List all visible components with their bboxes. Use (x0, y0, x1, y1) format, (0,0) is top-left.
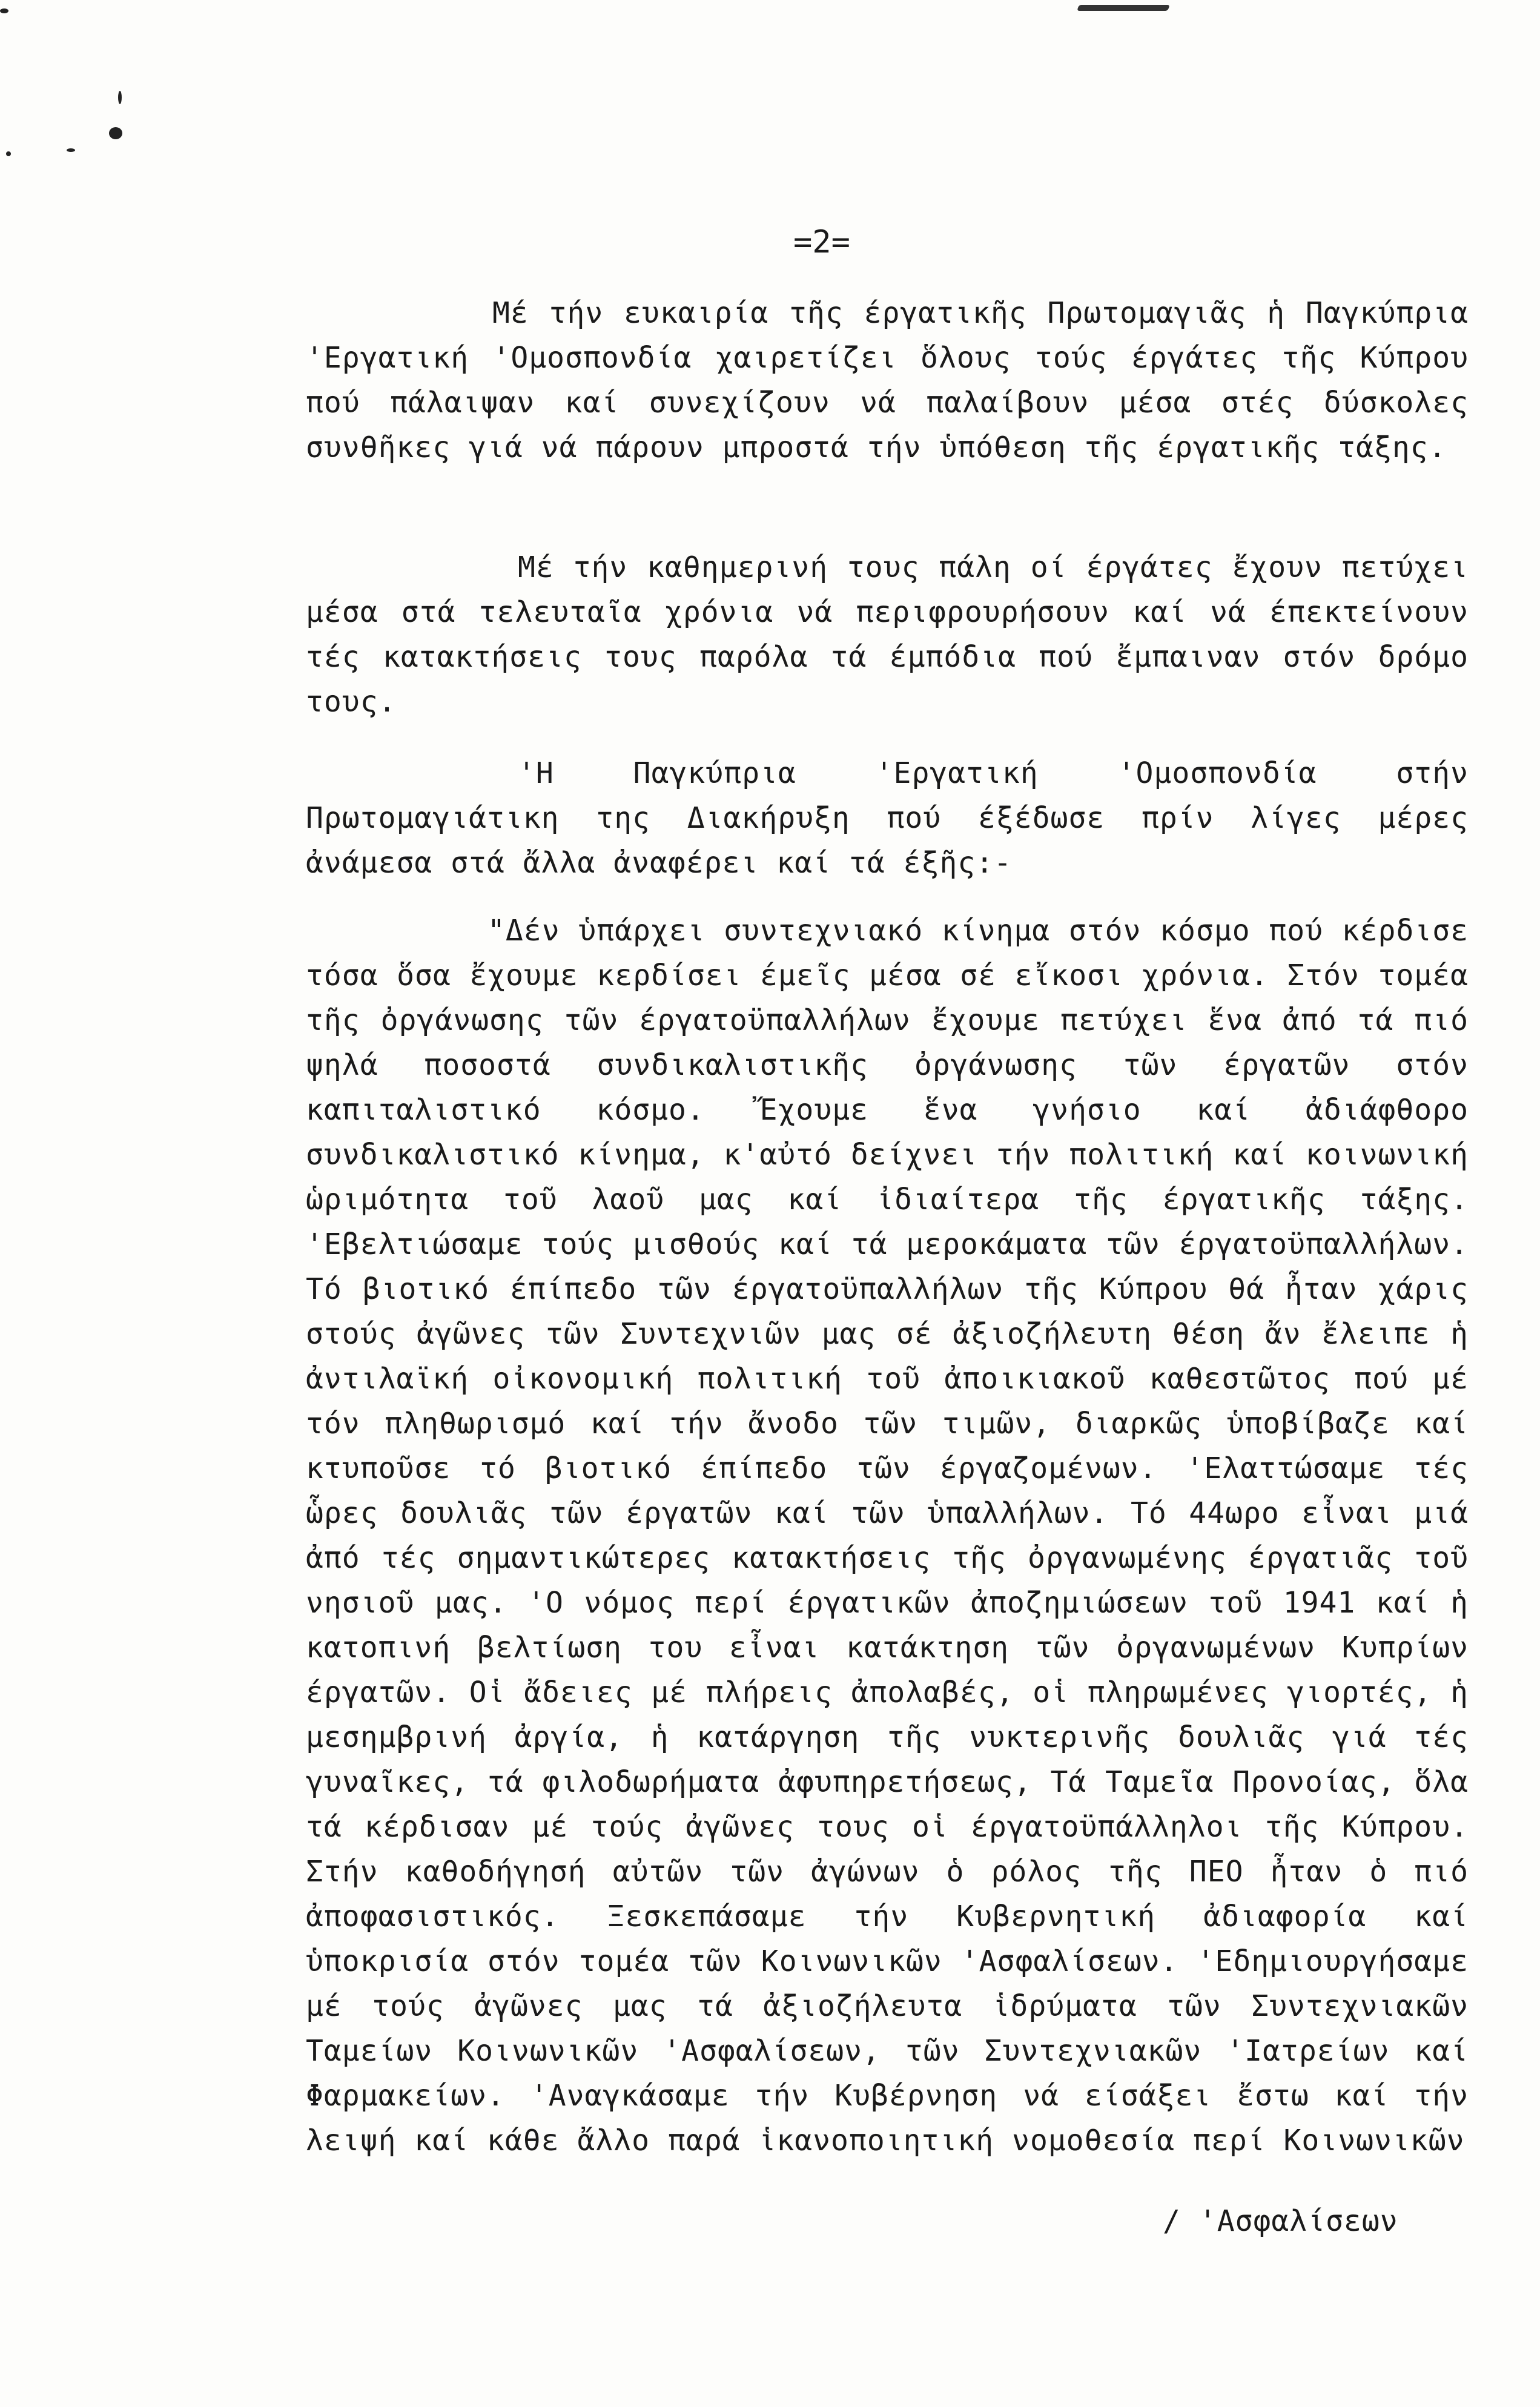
paragraph-1: Μέ τήν ευκαιρία τῆς έργατικῆς Πρωτομαγιᾶς ἡ Παγκύπρια 'Εργατική 'Ομοσπονδία χαιρετίζει ὅλους τούς έργάτες τῆς Κύπρου πού πάλαιψαν καί συνεχίζουν νά παλαίβουν μέσα στές δύσκολες συνθῆκες γιά νά πάρουν μπροστά τήν ὑπόθεση τῆς έργατικῆς τάξης. (306, 296, 1469, 464)
continuation-word: / 'Ασφαλίσεων (1163, 2204, 1398, 2238)
scan-mark (118, 91, 122, 104)
scan-mark (6, 151, 11, 156)
paragraph-2: Μέ τήν καθημερινή τους πάλη οί έργάτες ἔχουν πετύχει μέσα στά τελευταῖα χρόνια νά περιφρουρήσουν καί νά έπεκτείνουν τές κατακτήσεις τους παρόλα τά έμπόδια πού ἔμπαιναν στόν δρόμο τους. (306, 550, 1469, 719)
scan-mark (1077, 5, 1170, 11)
scan-mark (0, 8, 8, 13)
page-number: =2= (793, 224, 850, 260)
paragraph-3: 'Η Παγκύπρια 'Εργατική 'Ομοσπονδία στήν Πρωτομαγιάτικη της Διακήρυξη πού έξέδωσε πρίν λίγες μέρες ἀνάμεσα στά ἄλλα ἀναφέρει καί τά έξῆς:- (306, 756, 1469, 880)
scan-mark (109, 127, 122, 139)
scan-mark (67, 148, 75, 152)
paragraph-4-quotation: "Δέν ὑπάρχει συντεχνιακό κίνημα στόν κόσμο πού κέρδισε τόσα ὅσα ἔχουμε κερδίσει έμεῖς μέσα σέ εἴκοσι χρόνια. Στόν τομέα τῆς ὀργάνωσης τῶν έργατοϋπαλλήλων ἔχουμε πετύχει ἕνα ἀπό τά πιό ψηλά ποσοστά συνδικαλιστικῆς ὀργάνωσης τῶν έργατῶν στόν καπιταλιστικό κόσμο. Ἔχουμε ἕνα γνήσιο καί ἀδιάφθορο συνδικαλιστικό κίνημα, κ'αὐτό δείχνει τήν πολιτική καί κοινωνική ὡριμότητα τοῦ λαοῦ μας καί ἰδιαίτερα τῆς έργατικῆς τάξης. 'Εβελτιώσαμε τούς μισθούς καί τά μεροκάματα τῶν έργατοϋπαλλήλων. Τό βιοτικό έπίπεδο τῶν έργατοϋπαλλήλων τῆς Κύπρου θά ἦταν χάρις στούς ἀγῶνες τῶν Συντεχνιῶν μας σέ ἀξιοζήλευτη θέση ἄν ἔλειπε ἡ ἀντιλαϊκή οἰκονομική πολιτική τοῦ ἀποικιακοῦ καθεστῶτος πού μέ τόν πληθωρισμό καί τήν ἄνοδο τῶν τιμῶν, διαρκῶς ὑποβίβαζε καί κτυποῦσε τό βιοτικό έπίπεδο τῶν έργαζομένων. 'Ελαττώσαμε τές ὧρες δουλιᾶς τῶν έργατῶν καί τῶν ὑπαλλήλων. Τό 44ωρο εἶναι μιά ἀπό τές σημαντικώτερες κατακτήσεις τῆς ὀργανωμένης έργατιᾶς τοῦ νησιοῦ μας. 'Ο νόμος περί έργατικῶν ἀποζημιώσεων τοῦ 1941 καί ἡ κατοπινή βελτίωση του εἶναι κατάκτηση τῶν ὀργανωμένων Κυπρίων έργατῶν. Οἱ ἄδειες μέ πλήρεις ἀπολαβές, οἱ πληρωμένες γιορτές, ἡ μεσημβρινή ἀργία, ἡ κατάργηση τῆς νυκτερινῆς δουλιᾶς γιά τές γυναῖκες, τά φιλοδωρήματα ἀφυπηρετήσεως, Τά Ταμεῖα Προνοίας, ὅλα τά κέρδισαν μέ τούς ἀγῶνες τους οἱ έργατοϋπάλληλοι τῆς Κύπρου. Στήν καθοδήγησή αὐτῶν τῶν ἀγώνων ὁ ρόλος τῆς ΠΕΟ ἦταν ὁ πιό ἀποφασιστικός. Ξεσκεπάσαμε τήν Κυβερνητική ἀδιαφορία καί ὑποκρισία στόν τομέα τῶν Κοινωνικῶν 'Ασφαλίσεων. 'Εδημιουργήσαμε μέ τούς ἀγῶνες μας τά ἀξιοζήλευτα ἱδρύματα τῶν Συντεχνιακῶν Ταμείων Κοινωνικῶν 'Ασφαλίσεων, τῶν Συντεχνιακῶν 'Ιατρείων καί Φαρμακείων. 'Αναγκάσαμε τήν Κυβέρνηση νά είσάξει ἔστω καί τήν λειψή καί κάθε ἄλλο παρά ἱκανοποιητική νομοθεσία περί Κοινωνικῶν (306, 914, 1469, 2158)
